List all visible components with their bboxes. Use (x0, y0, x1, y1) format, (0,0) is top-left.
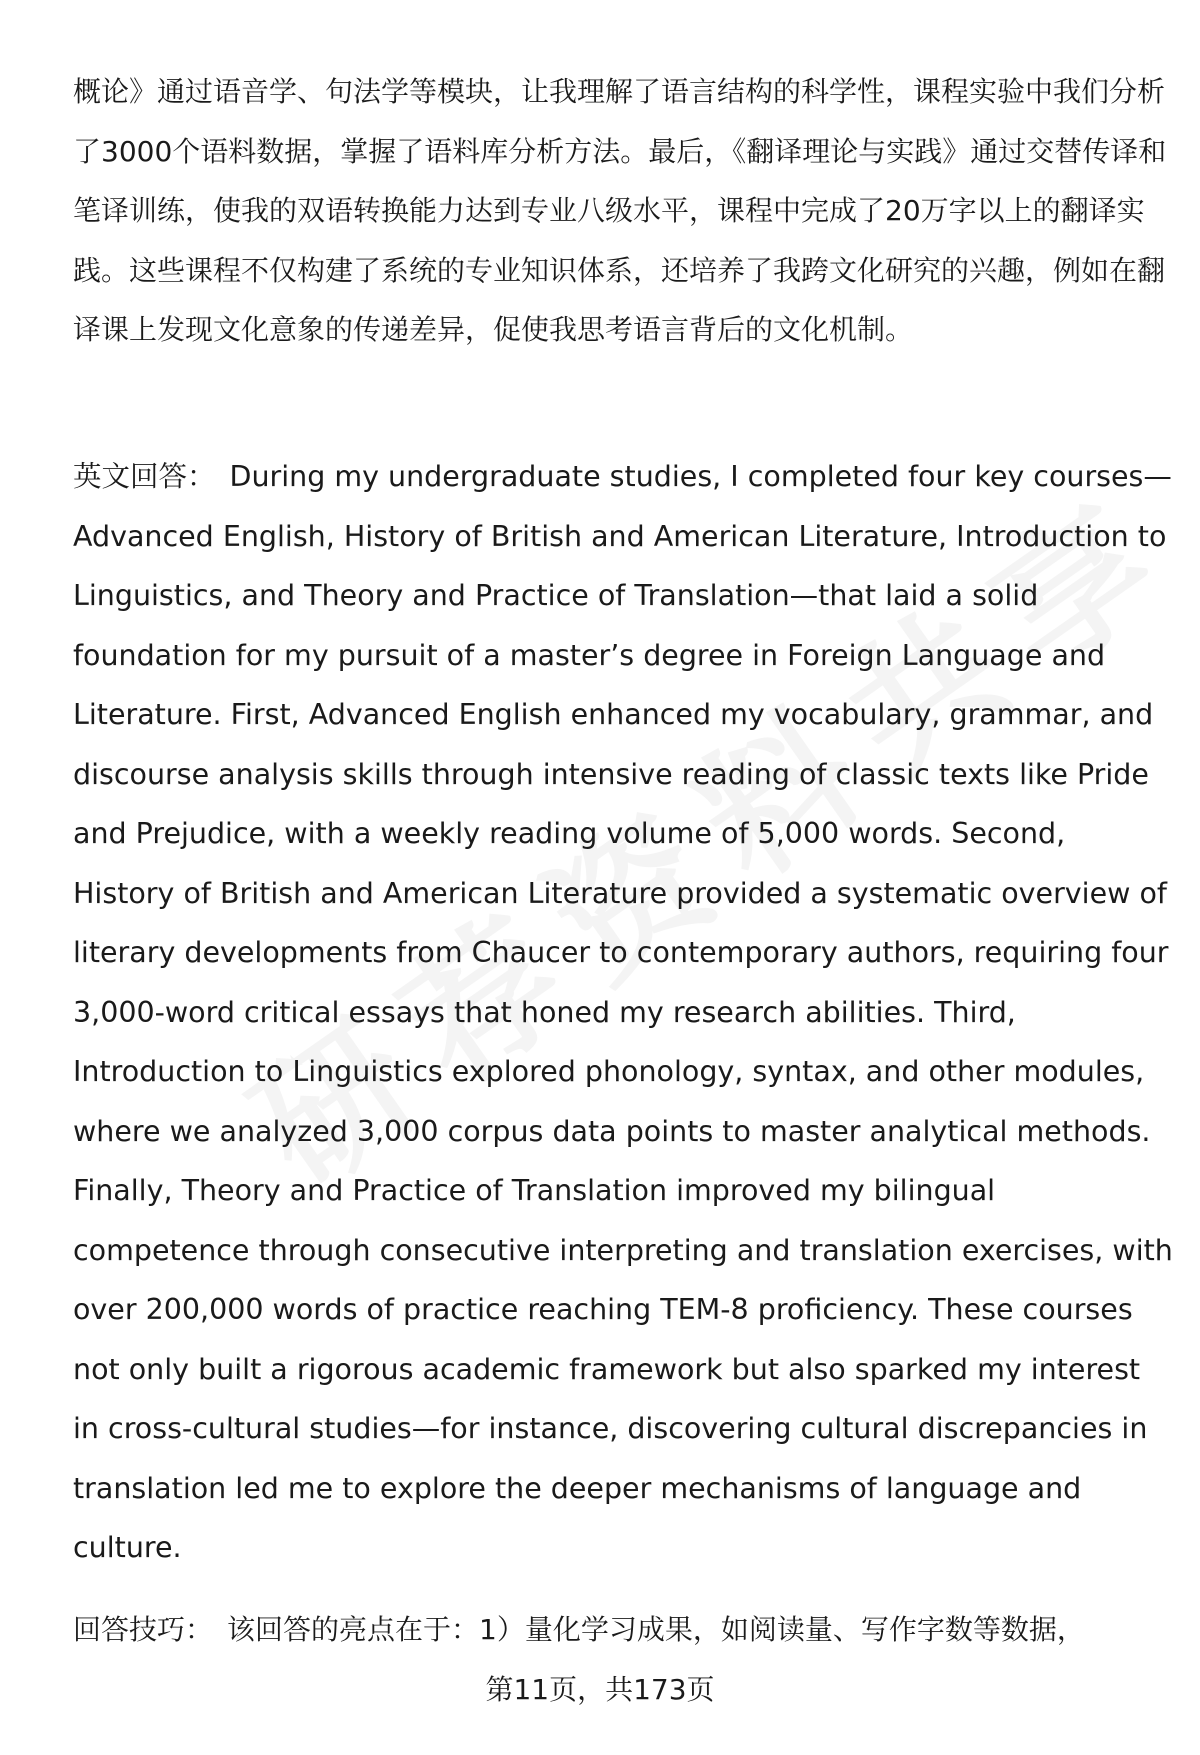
english-answer-text: During my undergraduate studies, I completed four key courses—Advanced English, History of British and American Literature, Introduction to Linguistics, and Theory and Practice of Translation—that laid a solid foundation for my pursuit of a master’s degree in Foreign Language and Literature. First, Advanced English enhanced my vocabulary, grammar, and discourse analysis skills through intensive reading of classic texts like Pride and Prejudice, with a weekly reading volume of 5,000 words. Second, History of British and American Literature provided a systematic overview of literary developments from Chaucer to contemporary authors, requiring four 3,000-word critical essays that honed my research abilities. Third, Introduction to Linguistics explored phonology, syntax, and other modules, where we analyzed 3,000 corpus data points to master analytical methods. Finally, Theory and Practice of Translation improved my bilingual competence through consecutive interpreting and translation exercises, with over 200,000 words of practice reaching TEM-8 proficiency. These courses not only built a rigorous academic framework but also sparked my interest in cross-cultural studies—for instance, discovering cultural discrepancies in translation led me to explore the deeper mechanisms of language and culture. (73, 460, 1173, 1564)
answer-tip-paragraph (73, 1610, 1173, 1650)
english-answer-paragraph (73, 447, 1173, 1578)
english-answer-label: 英文回答： (73, 460, 216, 493)
answer-tip-label: 回答技巧： (73, 1613, 214, 1646)
answer-tip-text: 该回答的亮点在于：1）量化学习成果，如阅读量、写作字数等数据， (227, 1613, 1085, 1646)
chinese-answer-paragraph: 概论》通过语音学、句法学等模块，让我理解了语言结构的科学性，课程实验中我们分析了3000个语料数据，掌握了语料库分析方法。最后，《翻译理论与实践》通过交替传译和笔译训练，使我的双语转换能力达到专业八级水平，课程中完成了20万字以上的翻译实践。这些课程不仅构建了系统的专业知识体系，还培养了我跨文化研究的兴趣，例如在翻译课上发现文化意象的传递差异，促使我思考语言背后的文化机制。 (73, 75, 1167, 346)
page-number-footer: 第11页，共173页 (485, 1673, 715, 1706)
